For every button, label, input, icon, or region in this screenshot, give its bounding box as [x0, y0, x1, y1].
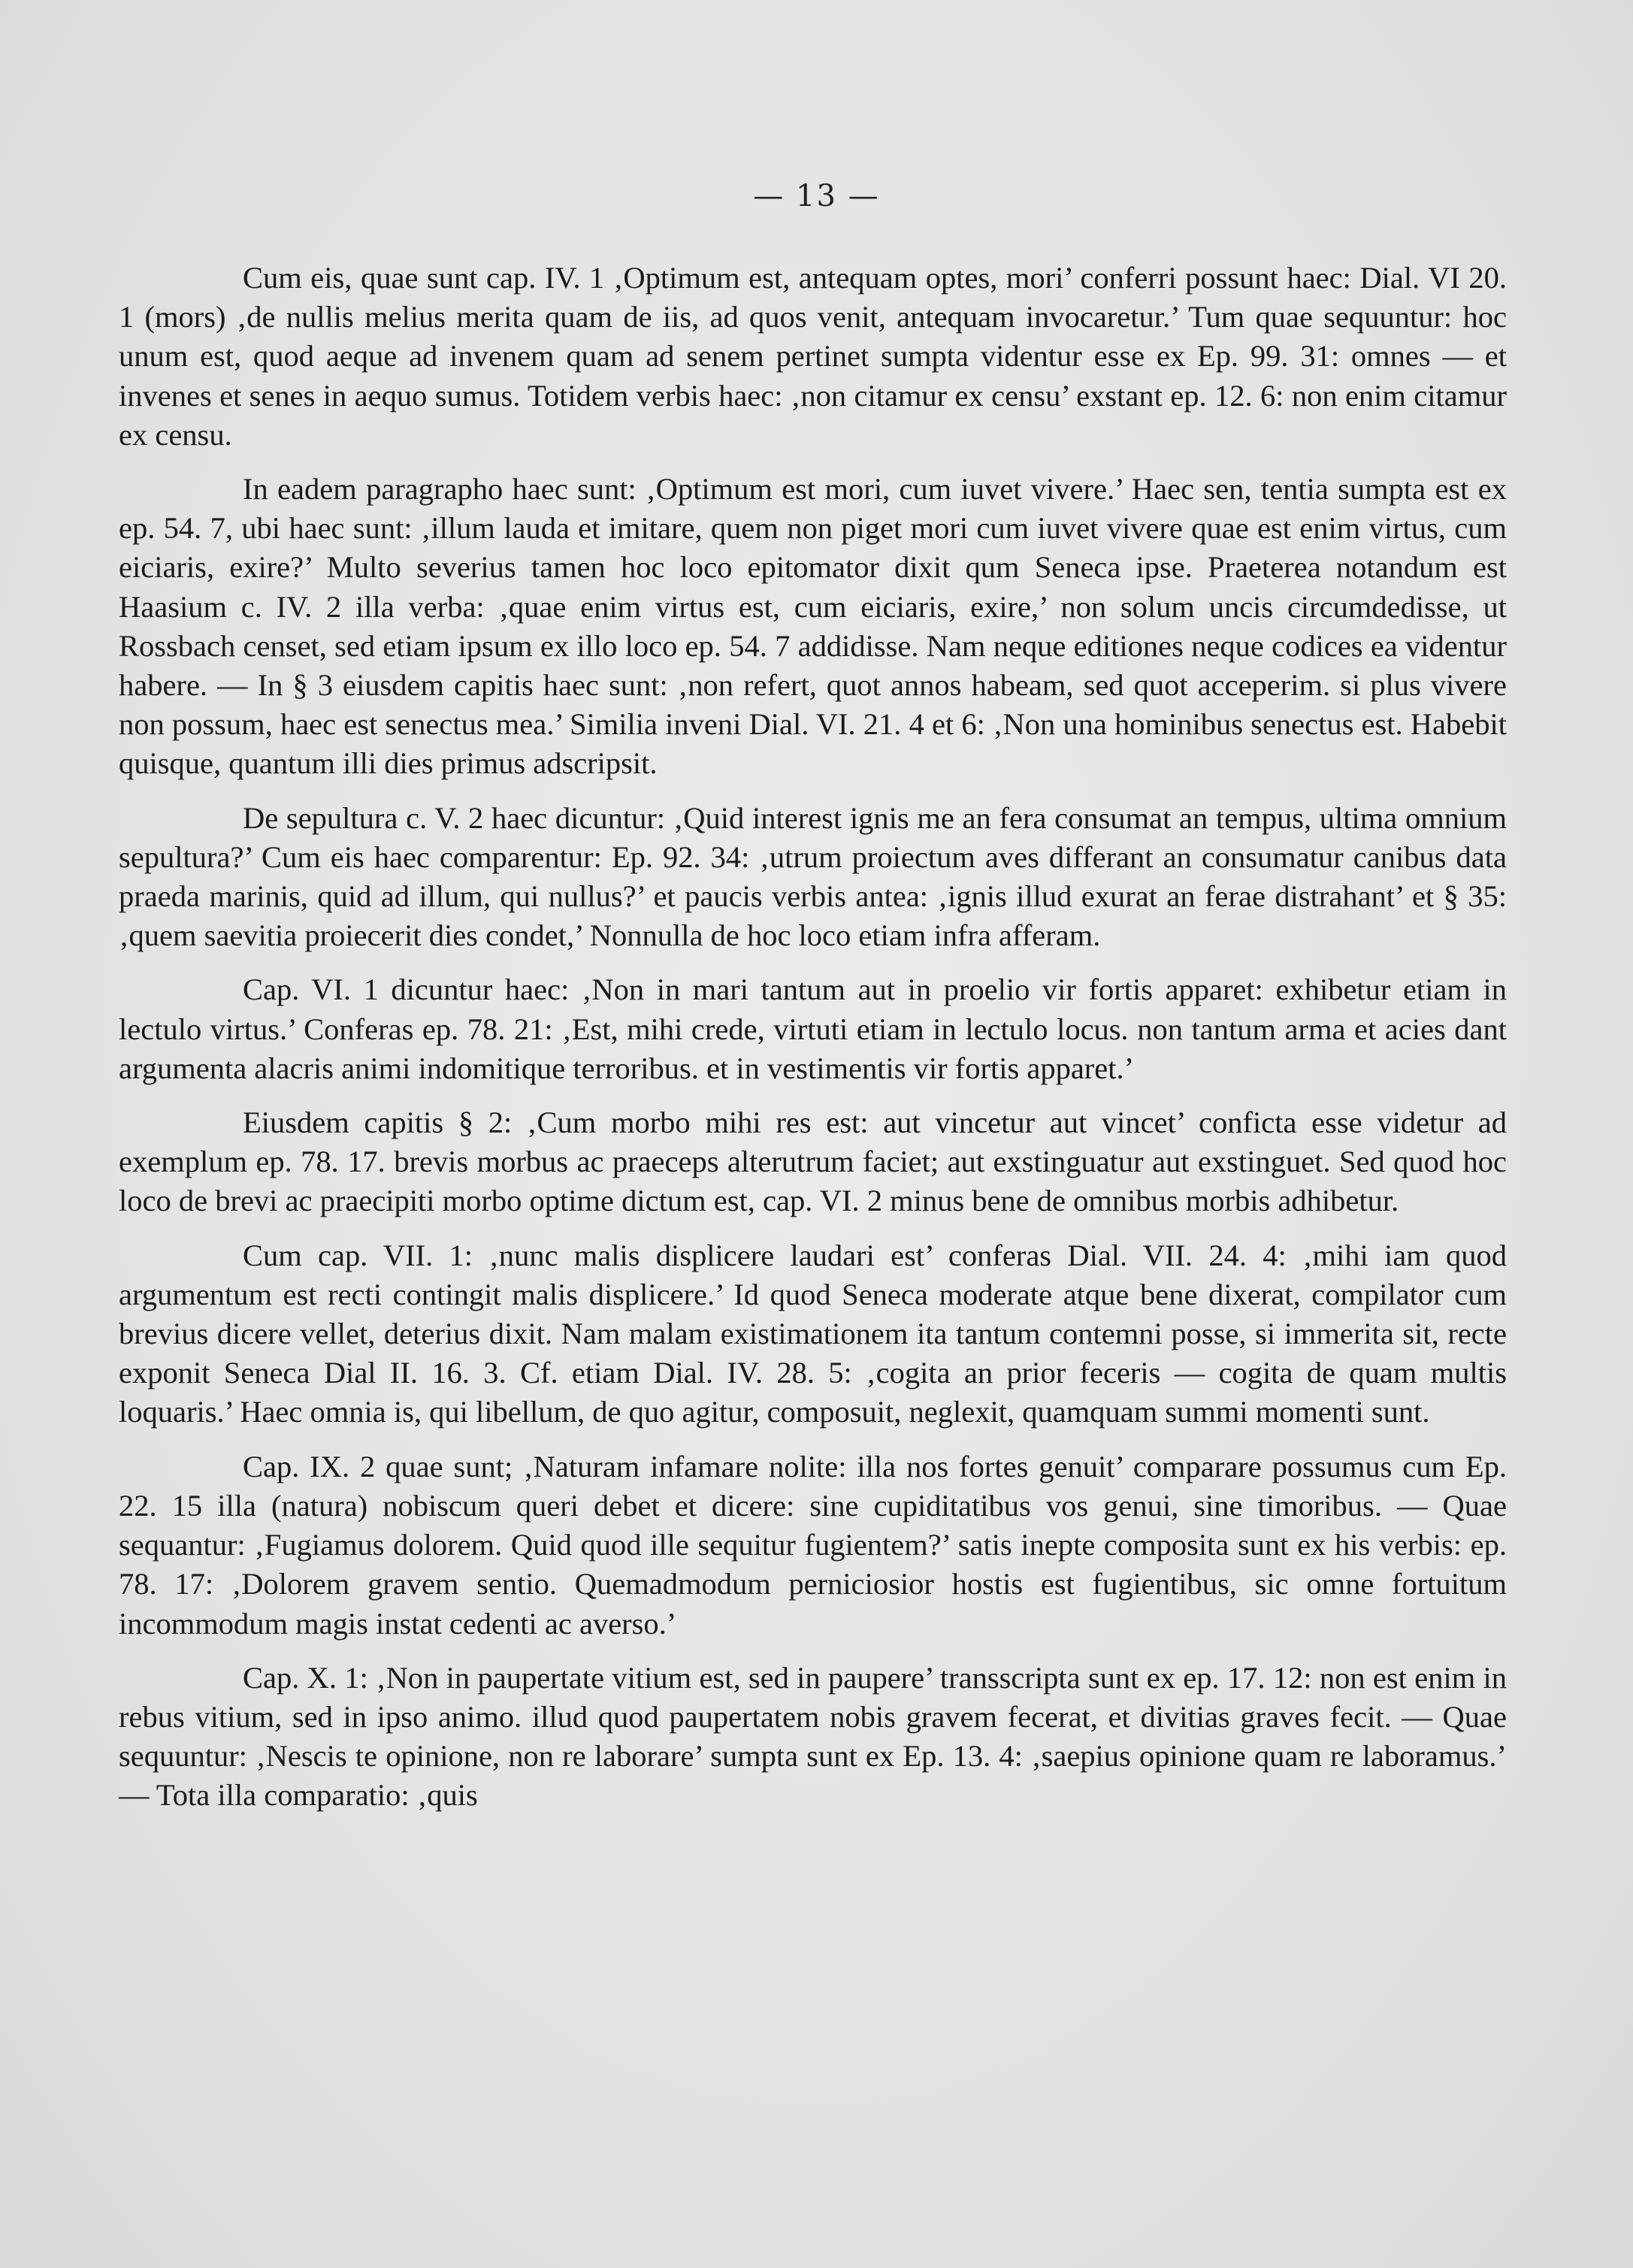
- body-text: [119, 259, 1507, 1831]
- paragraph: Eiusdem capitis § 2: ‚Cum morbo mihi res est: aut vincetur aut vincet’ conficta esse videtur ad exemplum ep. 78. 17. brevis morbus ac praeceps alterutrum faciet; aut exstinguatur aut exstinguet. Sed quod hoc loco de brevi ac praecipiti morbo optime dictum est, cap. VI. 2 minus bene de omnibus morbis adhibetur.: [119, 1105, 1507, 1218]
- paragraph: Cap. VI. 1 dicuntur haec: ‚Non in mari tantum aut in proelio vir fortis apparet: exhibetur etiam in lectulo virtus.’ Conferas ep. 78. 21: ‚Est, mihi crede, virtuti etiam in lectulo locus. non tantum arma et acies dant argumenta alacris animi indomitique terroribus. et in vestimentis vir fortis apparet.’: [119, 972, 1507, 1085]
- paragraph: Cum cap. VII. 1: ‚nunc malis displicere laudari est’ conferas Dial. VII. 24. 4: ‚mihi iam quod argumentum est recti contingit malis displicere.’ Id quod Seneca moderate atque bene dixerat, compilator cum brevius dicere vellet, deterius dixit. Nam malam existimationem ita tantum contemni posse, si immerita sit, recte exponit Seneca Dial II. 16. 3. Cf. etiam Dial. IV. 28. 5: ‚cogita an prior feceris — cogita de quam multis loquaris.’ Haec omnia is, qui libellum, de quo agitur, composuit, neglexit, quamquam summi momenti sunt.: [119, 1238, 1507, 1429]
- page-number: — 13 —: [753, 179, 880, 213]
- paragraph: In eadem paragrapho haec sunt: ‚Optimum est mori, cum iuvet vivere.’ Haec sen, tentia sumpta est ex ep. 54. 7, ubi haec sunt: ‚illum lauda et imitare, quem non piget mori cum iuvet vivere quae est enim virtus, cum eiciaris, exire?’ Multo severius tamen hoc loco epitomator dixit qum Seneca ipse. Praeterea notandum est Haasium c. IV. 2 illa verba: ‚quae enim virtus est, cum eiciaris, exire,’ non solum uncis circumdedisse, ut Rossbach censet, sed etiam ipsum ex illo loco ep. 54. 7 addidisse. Nam neque editiones neque codices ea videntur habere. — In § 3 eiusdem capitis haec sunt: ‚non refert, quot annos habeam, sed quot acceperim. si plus vivere non possum, haec est senectus mea.’ Similia inveni Dial. VI. 21. 4 et 6: ‚Non una hominibus senectus est. Habebit quisque, quantum illi dies primus adscripsit.: [119, 472, 1507, 781]
- paragraph: De sepultura c. V. 2 haec dicuntur: ‚Quid interest ignis me an fera consumat an tempus, ultima omnium sepultura?’ Cum eis haec comparentur: Ep. 92. 34: ‚utrum proiectum aves differant an consumatur canibus data praeda marinis, quid ad illum, qui nullus?’ et paucis verbis antea: ‚ignis illud exurat an ferae distrahant’ et § 35: ‚quem saevitia proiecerit dies condet,’ Nonnulla de hoc loco etiam infra afferam.: [119, 800, 1507, 953]
- paragraph: Cap. IX. 2 quae sunt; ‚Naturam infamare nolite: illa nos fortes genuit’ comparare possumus cum Ep. 22. 15 illa (natura) nobiscum queri debet et dicere: sine cupiditatibus vos genui, sine timoribus. — Quae sequantur: ‚Fugiamus dolorem. Quid quod ille sequitur fugientem?’ satis inepte composita sunt ex his verbis: ep. 78. 17: ‚Dolorem gravem sentio. Quemadmodum perniciosior hostis est fugientibus, sic omne fortuitum incommodum magis instat cedenti ac averso.’: [119, 1449, 1507, 1641]
- paragraph: Cum eis, quae sunt cap. IV. 1 ‚Optimum est, antequam optes, mori’ conferri possunt haec: Dial. VI 20. 1 (mors) ‚de nullis melius merita quam de iis, ad quos venit, antequam invocaretur.’ Tum quae sequuntur: hoc unum est, quod aeque ad invenem quam ad senem pertinet sumpta videntur esse ex Ep. 99. 31: omnes — et invenes et senes in aequo sumus. Totidem verbis haec: ‚non citamur ex censu’ exstant ep. 12. 6: non enim citamur ex censu.: [119, 261, 1507, 452]
- paragraph: Cap. X. 1: ‚Non in paupertate vitium est, sed in paupere’ transscripta sunt ex ep. 17. 12: non est enim in rebus vitium, sed in ipso animo. illud quod paupertatem nobis gravem fecerat, et divitias graves fecit. — Quae sequuntur: ‚Nescis te opinione, non re laborare’ sumpta sunt ex Ep. 13. 4: ‚saepius opinione quam re laboramus.’ — Tota illa comparatio: ‚quis: [119, 1660, 1507, 1813]
